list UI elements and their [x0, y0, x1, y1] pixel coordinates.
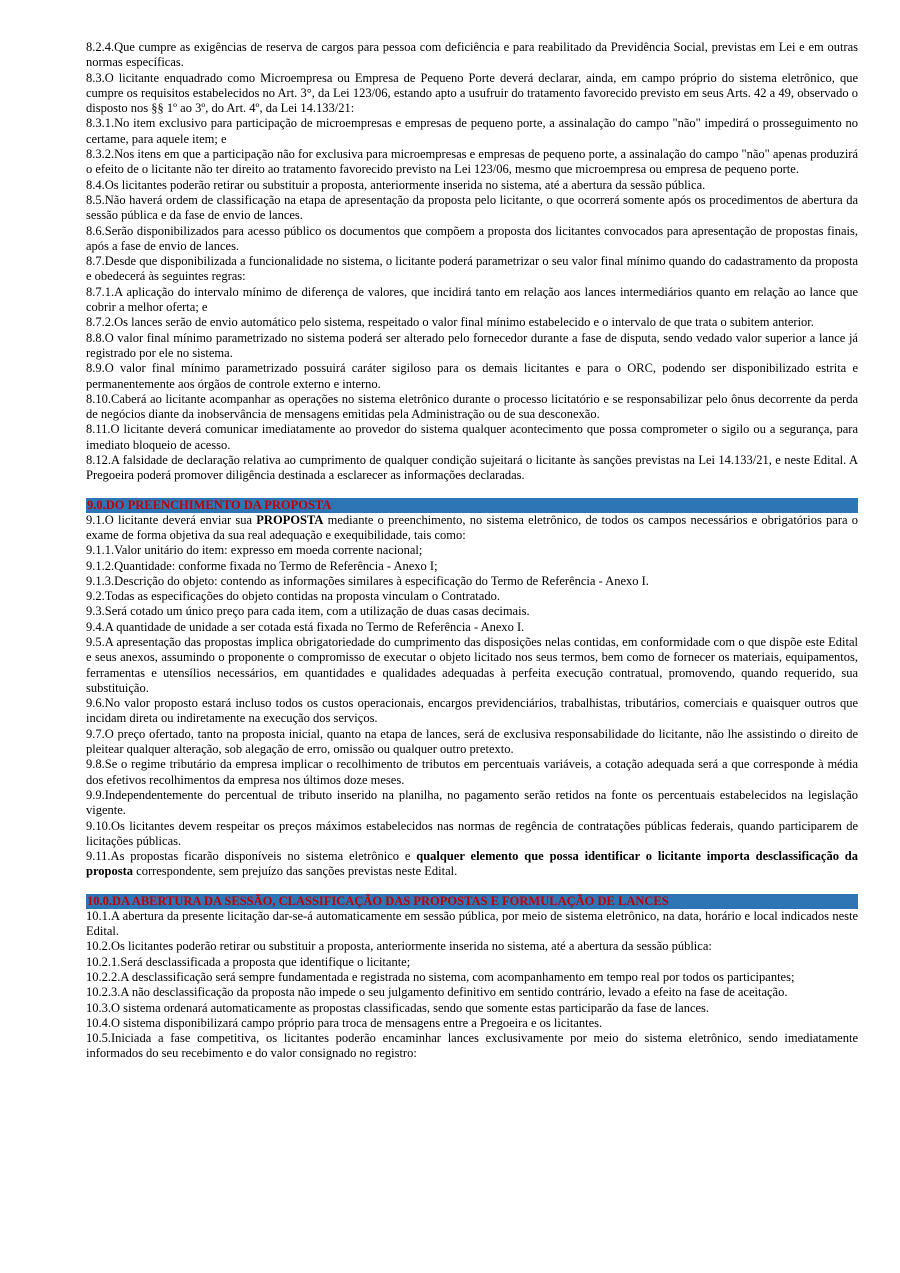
- para-10-5: 10.5.Iniciada a fase competitiva, os licitantes poderão encaminhar lances exclusivamente por meio do sistema eletrônico, sendo imediatamente informados do seu recebimento e do valor consignado no registro:: [86, 1031, 858, 1061]
- para-10-3: 10.3.O sistema ordenará automaticamente as propostas classificadas, sendo que somente estas participarão da fase de lances.: [86, 1000, 710, 1015]
- para-9-1-text-b: mediante o preenchimento, no sistema eletrônico, de todos os campos necessários e obrigatórios para o exame de forma objetiva da sua real adequação e exequibilidade, tais como:: [86, 512, 858, 542]
- para-8-5: 8.5.Não haverá ordem de classificação na etapa de apresentação da proposta pelo licitante, o que ocorrerá somente após os procedimentos de abertura da sessão pública e da fase de envio de lances.: [86, 192, 858, 223]
- para-9-1-1: 9.1.1.Valor unitário do item: expresso em moeda corrente nacional;: [86, 543, 423, 558]
- para-8-2-4: 8.2.4.Que cumpre as exigências de reserva de cargos para pessoa com deficiência e para reabilitado da Previdência Social, previstas em Lei e em outras normas específicas.: [86, 40, 858, 70]
- para-9-1-2: 9.1.2.Quantidade: conforme fixada no Termo de Referência - Anexo I;: [86, 558, 438, 573]
- para-9-1-text-a: 9.1.O licitante deverá enviar sua: [86, 512, 257, 527]
- para-9-4: 9.4.A quantidade de unidade a ser cotada está fixada no Termo de Referência - Anexo I.: [86, 619, 525, 634]
- para-9-7: 9.7.O preço ofertado, tanto na proposta inicial, quanto na etapa de lances, será de exclusiva responsabilidade do licitante, não lhe assistindo o direito de pleitear qualquer alteração, sob alegação de erro, omissão ou qualquer outro pretexto.: [86, 726, 858, 757]
- para-9-1-3: 9.1.3.Descrição do objeto: contendo as informações similares à especificação do Termo de Referência - Anexo I.: [86, 573, 649, 588]
- para-10-2-1: 10.2.1.Será desclassificada a proposta que identifique o licitante;: [86, 954, 411, 969]
- para-9-6: 9.6.No valor proposto estará incluso todos os custos operacionais, encargos previdenciários, trabalhistas, tributários, comerciais e quaisquer outros que incidam direta ou indiretamente na execução dos serviços.: [86, 696, 858, 726]
- para-9-2: 9.2.Todas as especificações do objeto contidas na proposta vinculam o Contratado.: [86, 589, 500, 604]
- para-9-10: 9.10.Os licitantes devem respeitar os preços máximos estabelecidos nas normas de regência de contratações públicas federais, quando participarem de licitações públicas.: [86, 818, 858, 848]
- section-gap: [86, 484, 858, 498]
- para-8-11: 8.11.O licitante deverá comunicar imediatamente ao provedor do sistema qualquer acontecimento que possa comprometer o sigilo ou a segurança, para imediato bloqueio de acesso.: [86, 422, 858, 452]
- para-8-10: 8.10.Caberá ao licitante acompanhar as operações no sistema eletrônico durante o processo licitatório e se responsabilizar pelo ônus decorrente da perda de negócios diante da inobservância de mensagens emitidas pela Administração ou de sua desconexão.: [86, 391, 858, 422]
- document-page: [86, 40, 858, 1062]
- para-10-2: 10.2.Os licitantes poderão retirar ou substituir a proposta, anteriormente inserida no sistema, até a abertura da sessão pública:: [86, 939, 712, 954]
- para-9-11-bold: qualquer elemento que possa identificar o licitante importa desclassificação da proposta: [86, 849, 859, 879]
- para-8-6: 8.6.Serão disponibilizados para acesso público os documentos que compõem a proposta dos licitantes convocados para apresentação de propostas finais, após a fase de envio de lances.: [86, 223, 858, 253]
- para-8-9: 8.9.O valor final mínimo parametrizado possuirá caráter sigiloso para os demais licitantes e para o ORC, podendo ser disponibilizado estrita e permanentemente aos órgãos de controle externo e interno.: [86, 361, 858, 391]
- para-8-7: 8.7.Desde que disponibilizada a funcionalidade no sistema, o licitante poderá parametrizar o seu valor final mínimo quando do cadastramento da proposta e obedecerá às seguintes regras:: [86, 254, 858, 284]
- para-9-9: 9.9.Independentemente do percentual de tributo inserido na planilha, no pagamento serão retidos na fonte os percentuais estabelecidos na legislação vigente.: [86, 787, 858, 818]
- section-gap: [86, 880, 858, 894]
- para-10-2-3: 10.2.3.A não desclassificação da proposta não impede o seu julgamento definitivo em sentido contrário, levado a efeito na fase de aceitação.: [86, 985, 788, 1000]
- para-9-1-bold: PROPOSTA: [256, 512, 324, 527]
- para-8-3-2: 8.3.2.Nos itens em que a participação não for exclusiva para microempresas e empresas de pequeno porte, a assinalação do campo "não" apenas produzirá o efeito de o licitante não ter direito ao tratamento favorecido previsto na Lei 123/06, mesmo que microempresa ou empresa de pequeno porte.: [86, 147, 858, 177]
- para-10-2-2: 10.2.2.A desclassificação será sempre fundamentada e registrada no sistema, com acompanhamento em tempo real por todos os participantes;: [86, 969, 795, 984]
- section-9-heading: 9.0.DO PREENCHIMENTO DA PROPOSTA: [86, 498, 858, 513]
- section-10-heading: 10.0.DA ABERTURA DA SESSÃO, CLASSIFICAÇÃO DAS PROPOSTAS E FORMULAÇÃO DE LANCES: [86, 894, 858, 909]
- para-9-1: [86, 513, 858, 544]
- para-8-7-1: 8.7.1.A aplicação do intervalo mínimo de diferença de valores, que incidirá tanto em relação aos lances intermediários quanto em relação ao lance que cobrir a melhor oferta; e: [86, 284, 858, 315]
- para-8-3: 8.3.O licitante enquadrado como Microempresa ou Empresa de Pequeno Porte deverá declarar, ainda, em campo próprio do sistema eletrônico, que cumpre os requisitos estabelecidos no Art. 3°, da Lei 123/06, estando apto a usufruir do tratamento favorecido previsto em seus Arts. 42 a 49, observado o disposto nos §§ 1º ao 3º, do Art. 4º, da Lei 14.133/21:: [86, 70, 858, 116]
- para-8-12: 8.12.A falsidade de declaração relativa ao cumprimento de qualquer condição sujeitará o licitante às sanções previstas na Lei 14.133/21, e neste Edital. A Pregoeira poderá promover diligência destinada a esclarecer as informações declaradas.: [86, 453, 858, 483]
- para-9-5: 9.5.A apresentação das propostas implica obrigatoriedade do cumprimento das disposições nelas contidas, em conformidade com o que dispõe este Edital e seus anexos, assumindo o proponente o compromisso de executar o objeto licitado nos seus termos, bem como de fornecer os materiais, equipamentos, ferramentas e utensílios necessários, em quantidades e qualidades adequadas à perfeita execução contratual, promovendo, quando requerido, sua substituição.: [86, 634, 858, 695]
- para-8-4: 8.4.Os licitantes poderão retirar ou substituir a proposta, anteriormente inserida no sistema, até a abertura da sessão pública.: [86, 177, 706, 192]
- para-9-8: 9.8.Se o regime tributário da empresa implicar o recolhimento de tributos em percentuais variáveis, a cotação adequada será a que corresponde à média dos efetivos recolhimentos da empresa nos últimos doze meses.: [86, 757, 858, 787]
- para-10-4: 10.4.O sistema disponibilizará campo próprio para troca de mensagens entre a Pregoeira e os licitantes.: [86, 1015, 603, 1030]
- para-9-11-text-b: correspondente, sem prejuízo das sanções previstas neste Edital.: [133, 864, 458, 879]
- para-9-11: [86, 849, 858, 880]
- para-8-7-2: 8.7.2.Os lances serão de envio automático pelo sistema, respeitado o valor final mínimo estabelecido e o intervalo de que trata o subitem anterior.: [86, 315, 814, 330]
- para-8-3-1: 8.3.1.No item exclusivo para participação de microempresas e empresas de pequeno porte, a assinalação do campo "não" impedirá o prosseguimento no certame, para aquele item; e: [86, 116, 858, 146]
- para-9-3: 9.3.Será cotado um único preço para cada item, com a utilização de duas casas decimais.: [86, 604, 530, 619]
- para-10-1: 10.1.A abertura da presente licitação dar-se-á automaticamente em sessão pública, por meio de sistema eletrônico, na data, horário e local indicados neste Edital.: [86, 908, 858, 939]
- para-9-11-text-a: 9.11.As propostas ficarão disponíveis no sistema eletrônico e: [86, 849, 417, 864]
- para-8-8: 8.8.O valor final mínimo parametrizado no sistema poderá ser alterado pelo fornecedor durante a fase de disputa, sendo vedado valor superior a lance já registrado por ele no sistema.: [86, 330, 858, 360]
